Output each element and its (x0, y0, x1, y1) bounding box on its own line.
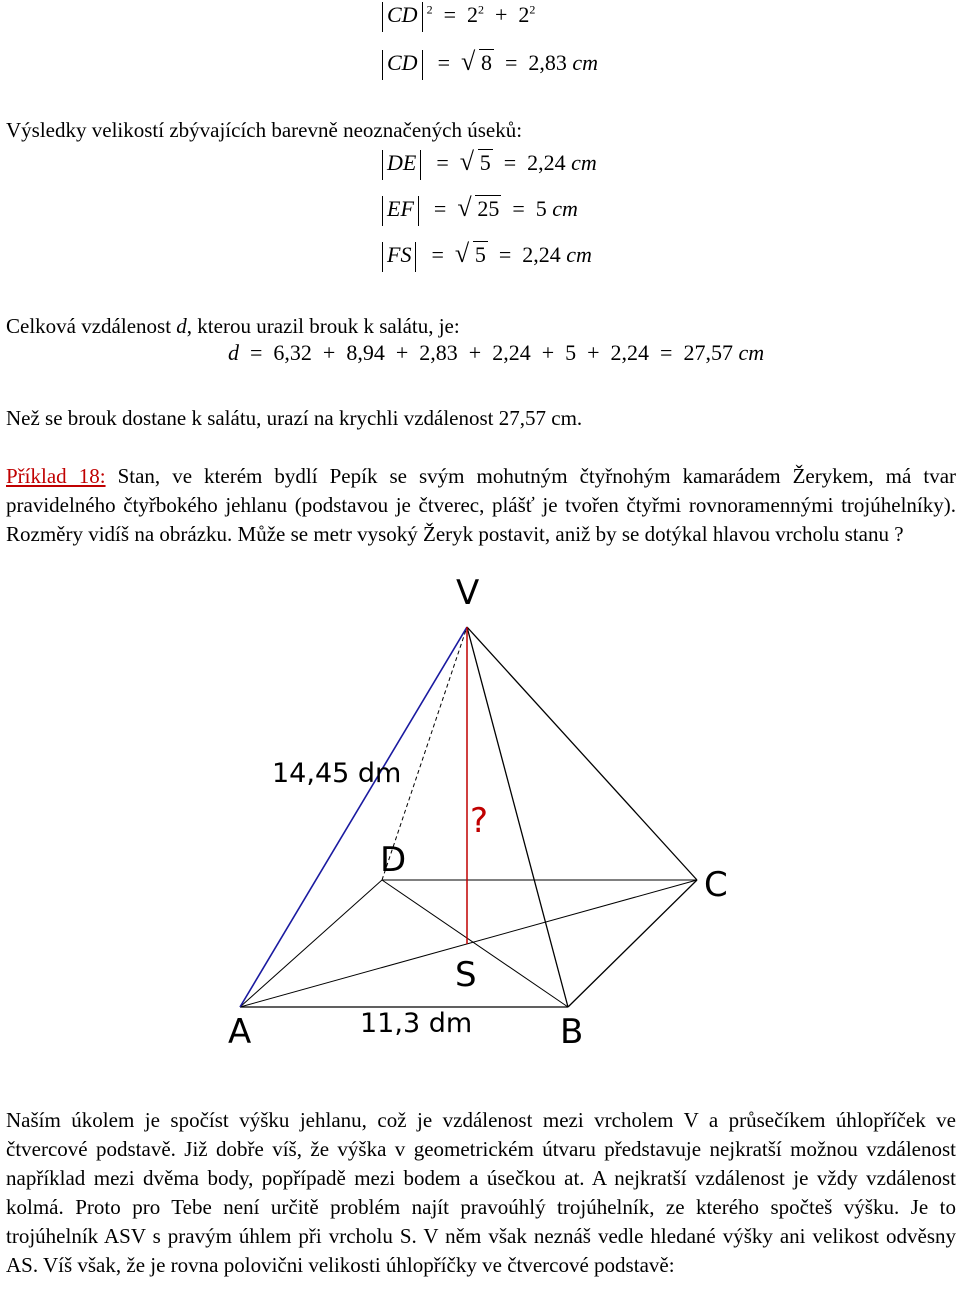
conclusion: Než se brouk dostane k salátu, urazí na krychli vzdálenost 27,57 cm. (6, 406, 583, 430)
edge-ad (240, 880, 382, 1007)
equation-cd: CD = √ 8 = 2,83 cm (378, 50, 598, 80)
explanation: Naším úkolem je spočíst výšku jehlanu, což je vzdálenost mezi vrcholem V a průsečíkem úhlopříček ve čtvercové podstavě. Již dobře víš, že výška v geometrickém útvaru představuje nejkratší možnou vzdálenost například mezi dvěma body, popřípadě mezi bodem a úsečkou at. A nejkratší vzdálenost je vždy vzdálenost kolmá. Proto pro Tebe není určitě problém najít pravoúhlý trojúhelník, ze kterého spočteš výšku. Je to trojúhelník ASV s pravým úhlem při vrcholu S. V něm však neznáš vedle hledané výšky ani velikost odvěsny AS. Víš však, že je rovna polovični velikosti úhlopříčky ve čtvercové podstavě: (6, 1108, 956, 1277)
result-ef: EF = √ 25 = 5 cm (378, 196, 578, 226)
height-unknown-label: ? (470, 801, 489, 841)
vertex-a-label: A (228, 1012, 252, 1052)
cd-var: CD (387, 2, 418, 28)
distance-sum: d = 6,32 + 8,94 + 2,83 + 2,24 + 5 + 2,24 = 27,57 cm (228, 340, 765, 365)
result-fs: FS = √ 5 = 2,24 cm (378, 242, 592, 272)
equation-cd-squared: CD $^2 = 2^2 + 2^2$ (378, 2, 535, 32)
example-text: Stan, ve kterém bydlí Pepík se svým mohutným čtyřnohým kamarádem Žerykem, má tvar pravidelného čtyřbokého jehlanu (podstavou je čtverec, plášť je tvořen čtyřmi rovnoramennými trojúhelníky). Rozměry vidíš na obrázku. Může se metr vysoký Žeryk postavit, aniž by se dotýkal hlavou vrcholu stanu ? (6, 464, 957, 546)
results-intro: Výsledky velikostí zbývajících barevně neoznačených úseků: (6, 118, 523, 142)
vertex-s-label: S (455, 955, 477, 995)
vertex-v-label: V (456, 573, 480, 613)
edge-cv (467, 627, 697, 880)
example-label: Příklad 18: (6, 464, 106, 488)
edge-bc (568, 880, 697, 1007)
distance-intro: Celková vzdálenost d, kterou urazil brouk k salátu, je: (6, 314, 460, 338)
vertex-d-label: D (380, 840, 407, 880)
vertex-c-label: C (704, 865, 728, 905)
edge-av (240, 627, 467, 1007)
base-length-label: 11,3 dm (360, 1008, 473, 1039)
result-de: DE = √ 5 = 2,24 cm (378, 150, 597, 180)
vertex-b-label: B (560, 1012, 584, 1052)
edge-length-label: 14,45 dm (272, 758, 402, 789)
